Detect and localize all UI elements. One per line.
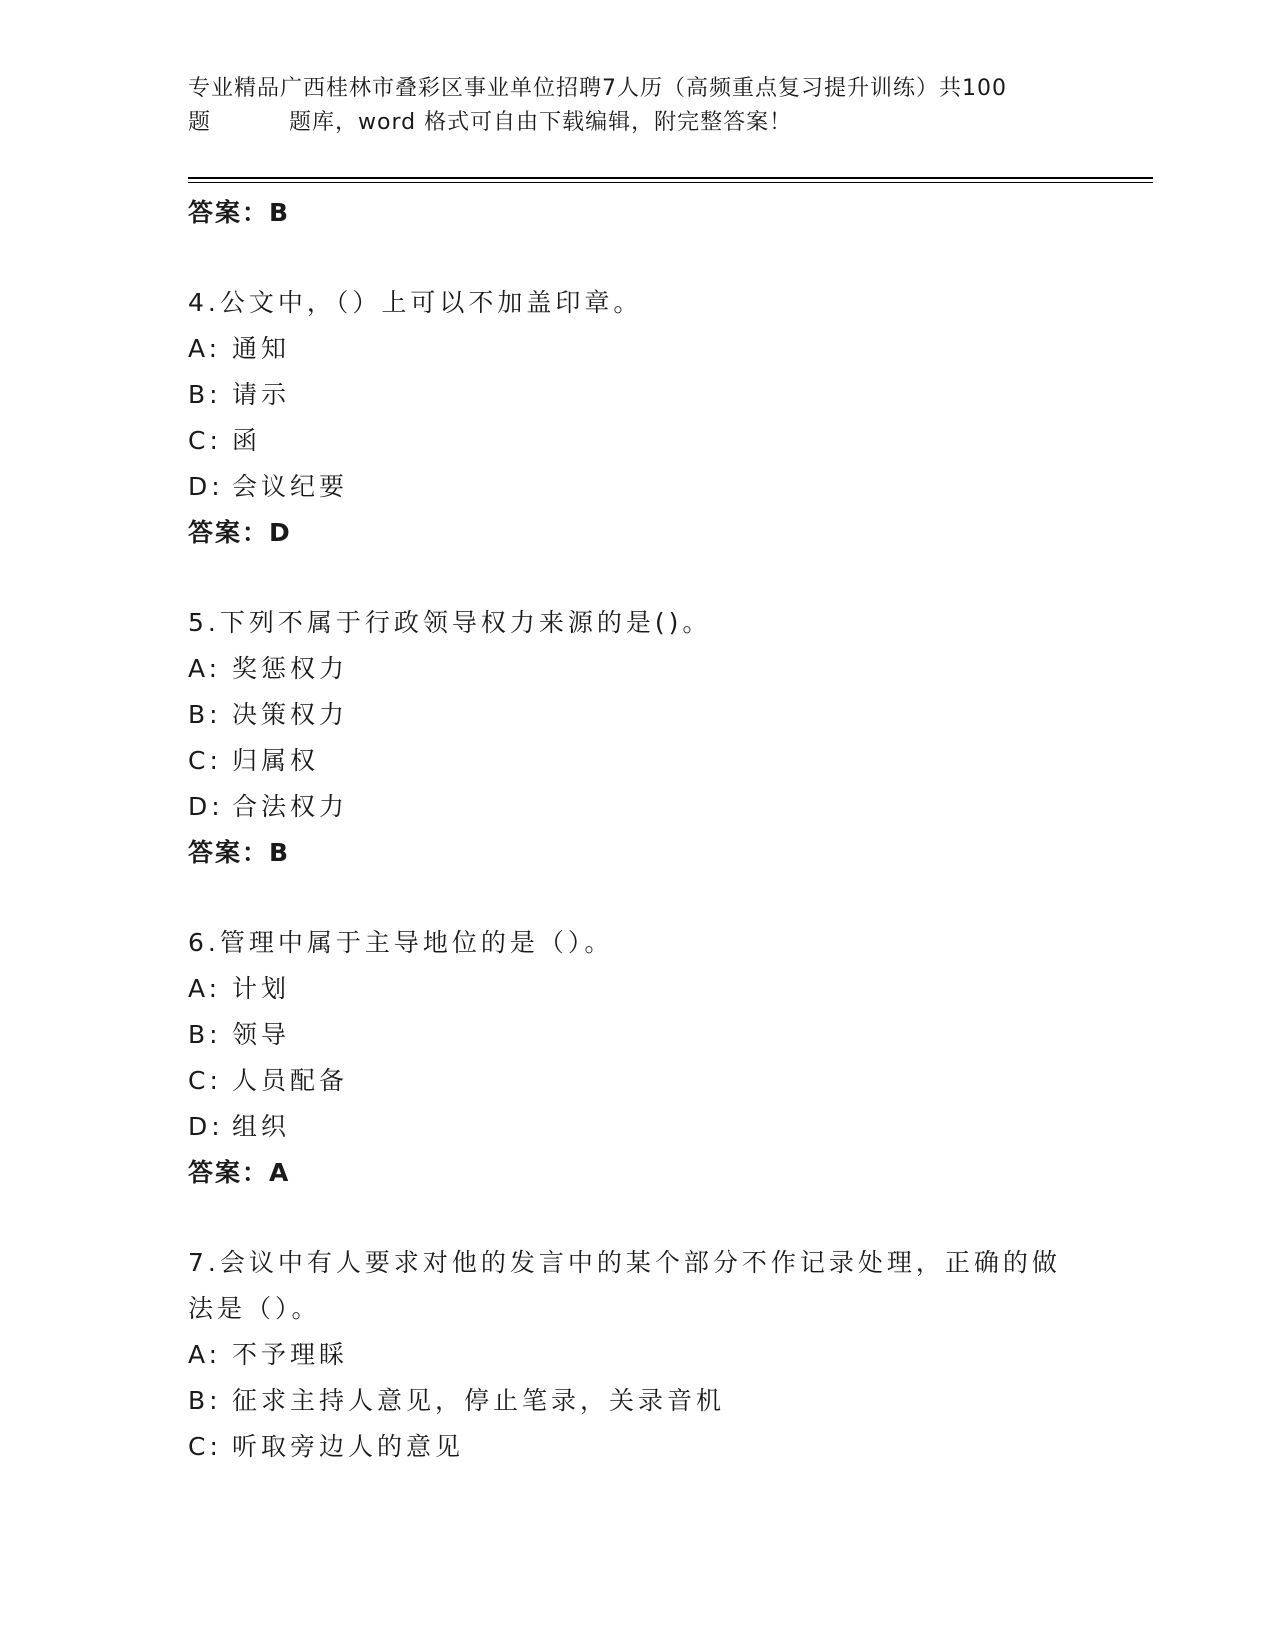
header-subtitle: 题库，word 格式可自由下载编辑，附完整答案！ bbox=[289, 110, 793, 135]
option-key: D: bbox=[188, 792, 224, 821]
option-item bbox=[188, 464, 1088, 510]
question-list bbox=[188, 190, 1088, 1470]
question-text: 6.管理中属于主导地位的是（）。 bbox=[188, 928, 614, 957]
option-key: B: bbox=[188, 1020, 222, 1049]
option-item bbox=[188, 1058, 1088, 1104]
option-text: 不予理睬 bbox=[232, 1340, 349, 1369]
answer-line: 答案：D bbox=[188, 518, 292, 547]
question-text: 5.下列不属于行政领导权力来源的是()。 bbox=[188, 608, 712, 637]
option-item bbox=[188, 966, 1088, 1012]
option-text: 决策权力 bbox=[232, 700, 349, 729]
option-key: A: bbox=[188, 334, 222, 363]
question-block bbox=[188, 1240, 1088, 1470]
option-text: 会议纪要 bbox=[232, 472, 349, 501]
option-text: 计划 bbox=[232, 974, 291, 1003]
option-key: D: bbox=[188, 472, 224, 501]
option-text: 奖惩权力 bbox=[232, 654, 349, 683]
option-text: 函 bbox=[232, 426, 262, 455]
question-text: 4.公文中，（）上可以不加盖印章。 bbox=[188, 288, 643, 317]
option-key: A: bbox=[188, 974, 222, 1003]
question-block bbox=[188, 920, 1088, 1240]
page-header bbox=[188, 72, 1088, 140]
option-key: A: bbox=[188, 654, 222, 683]
option-text: 通知 bbox=[232, 334, 291, 363]
header-title-line2 bbox=[188, 106, 1088, 140]
option-key: C: bbox=[188, 1432, 222, 1461]
option-key: C: bbox=[188, 1066, 222, 1095]
option-text: 领导 bbox=[232, 1020, 291, 1049]
option-item bbox=[188, 784, 1088, 830]
option-key: B: bbox=[188, 380, 222, 409]
option-key: D: bbox=[188, 1112, 224, 1141]
option-text: 请示 bbox=[232, 380, 291, 409]
option-text: 合法权力 bbox=[232, 792, 349, 821]
question-block bbox=[188, 280, 1088, 600]
option-item bbox=[188, 1332, 1088, 1378]
header-divider bbox=[188, 177, 1153, 179]
answer-line: 答案：A bbox=[188, 1158, 291, 1187]
option-item bbox=[188, 1012, 1088, 1058]
answer-line: 答案：B bbox=[188, 838, 291, 867]
option-item bbox=[188, 372, 1088, 418]
option-key: B: bbox=[188, 700, 222, 729]
option-key: C: bbox=[188, 426, 222, 455]
option-key: B: bbox=[188, 1386, 222, 1415]
question-block bbox=[188, 600, 1088, 920]
option-item bbox=[188, 692, 1088, 738]
question-text: 7.会议中有人要求对他的发言中的某个部分不作记录处理，正确的做法是（）。 bbox=[188, 1248, 1061, 1323]
option-item bbox=[188, 1424, 1088, 1470]
option-text: 组织 bbox=[232, 1112, 291, 1141]
option-item bbox=[188, 738, 1088, 784]
option-text: 归属权 bbox=[232, 746, 320, 775]
header-title-line1: 专业精品广西桂林市叠彩区事业单位招聘7人历（高频重点复习提升训练）共100 bbox=[188, 76, 1007, 101]
option-item bbox=[188, 1104, 1088, 1150]
option-item bbox=[188, 418, 1088, 464]
option-text: 人员配备 bbox=[232, 1066, 349, 1095]
option-key: A: bbox=[188, 1340, 222, 1369]
option-key: C: bbox=[188, 746, 222, 775]
option-text: 听取旁边人的意见 bbox=[232, 1432, 465, 1461]
answer-line: 答案：B bbox=[188, 198, 291, 227]
header-title-fragment: 题 bbox=[188, 110, 212, 135]
option-item bbox=[188, 646, 1088, 692]
option-item bbox=[188, 1378, 1088, 1424]
option-item bbox=[188, 326, 1088, 372]
header-divider-thin bbox=[188, 182, 1153, 183]
option-text: 征求主持人意见，停止笔录，关录音机 bbox=[232, 1386, 726, 1415]
